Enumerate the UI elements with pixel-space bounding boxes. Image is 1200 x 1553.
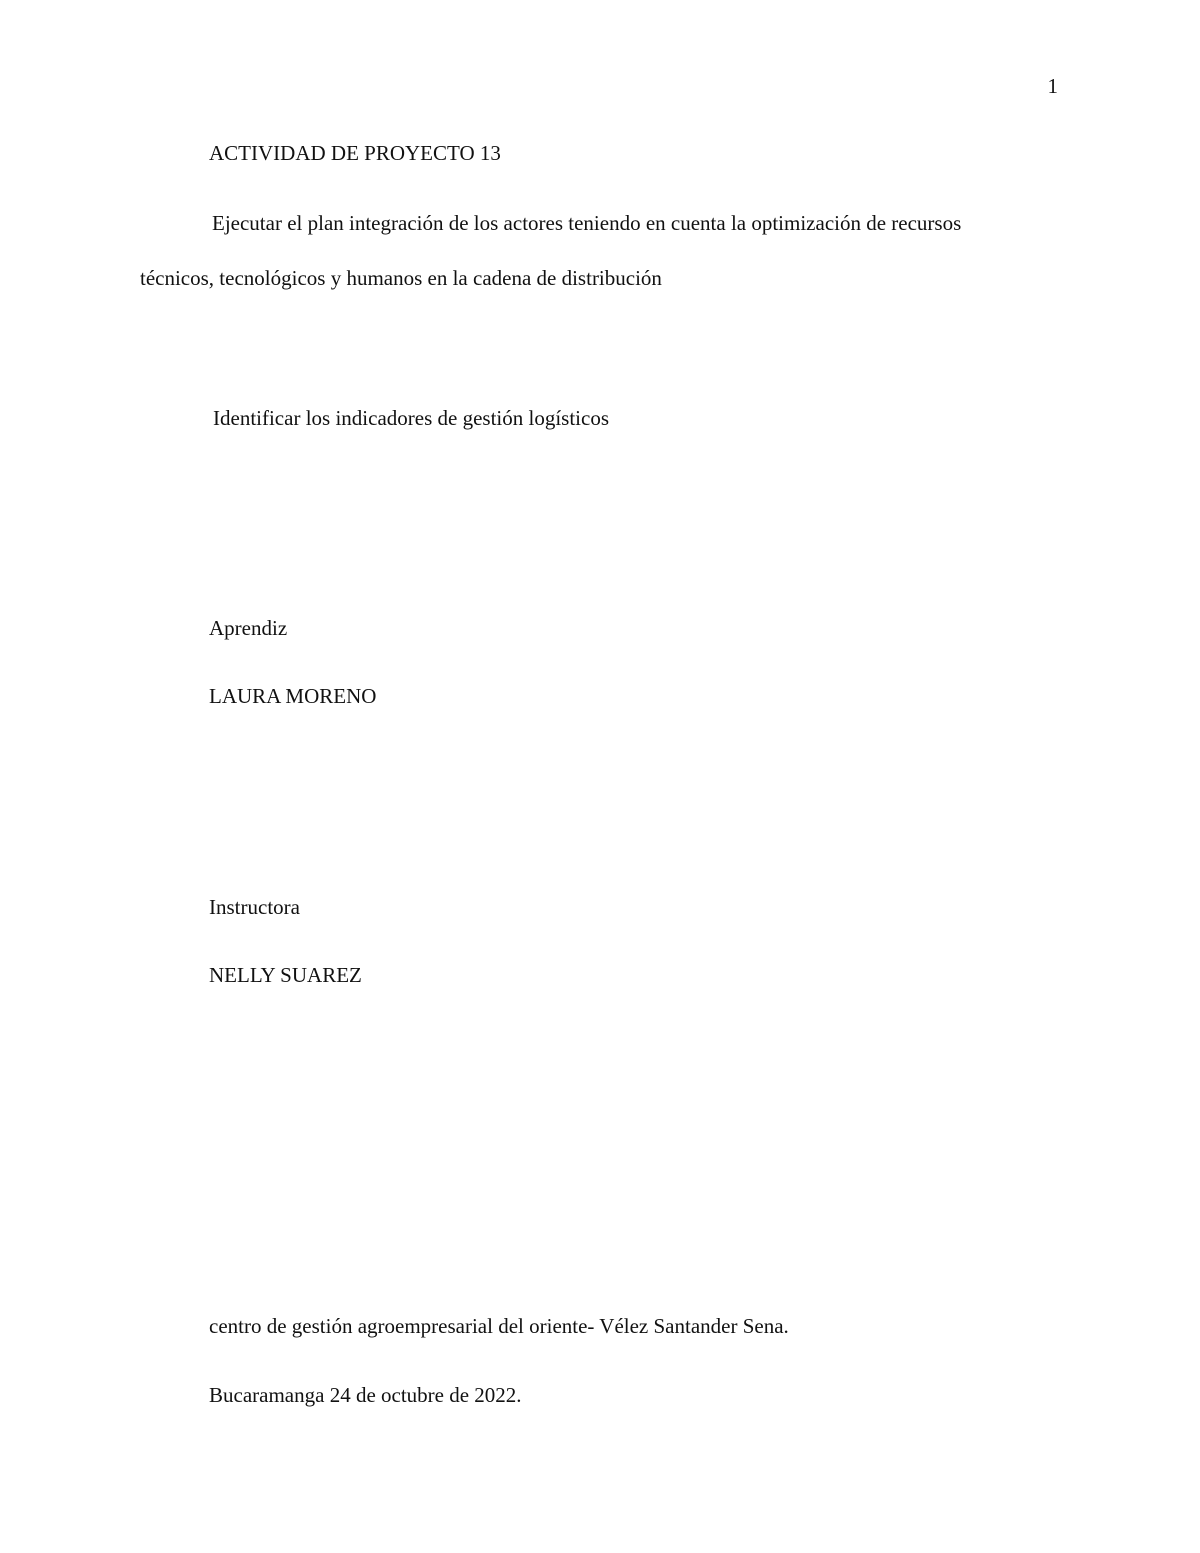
objective-line-2: técnicos, tecnológicos y humanos en la cadena de distribución xyxy=(140,266,662,290)
institution-line: centro de gestión agroempresarial del oriente- Vélez Santander Sena. xyxy=(209,1314,789,1338)
student-label: Aprendiz xyxy=(209,616,288,640)
instructor-label: Instructora xyxy=(209,895,300,919)
instructor-name: NELLY SUAREZ xyxy=(209,963,362,987)
page-number: 1 xyxy=(1047,74,1058,98)
subtitle: Identificar los indicadores de gestión logísticos xyxy=(213,406,609,430)
place-date-line: Bucaramanga 24 de octubre de 2022. xyxy=(209,1383,522,1407)
objective-line-1: Ejecutar el plan integración de los actores teniendo en cuenta la optimización de recursos xyxy=(212,211,962,235)
student-name: LAURA MORENO xyxy=(209,684,377,708)
document-title: ACTIVIDAD DE PROYECTO 13 xyxy=(209,141,501,165)
